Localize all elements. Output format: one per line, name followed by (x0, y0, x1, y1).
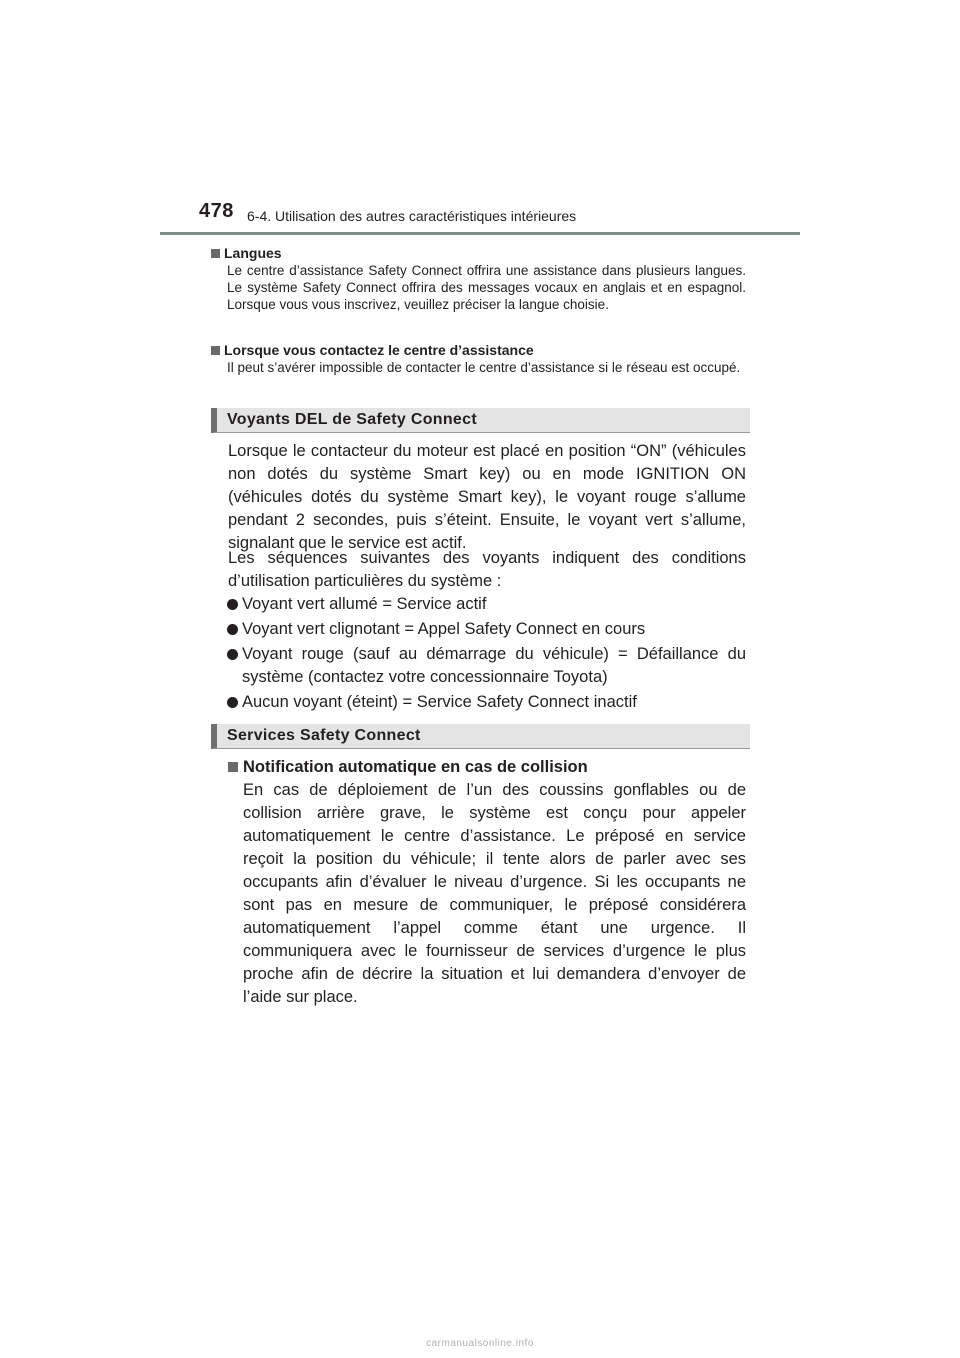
leds-paragraph-2: Les séquences suivantes des voyants indiquent des conditions d’utilisation particulières du système : (228, 549, 746, 590)
subsection-heading (228, 756, 588, 779)
list-item-text: Voyant rouge (sauf au démarrage du véhicule) = Défaillance du système (contactez votre concessionnaire Toyota) (242, 645, 746, 686)
list-item-text: Voyant vert allumé = Service actif (242, 595, 487, 613)
watermark: carmanualsonline.info (426, 1338, 534, 1349)
section-heading-leds (211, 408, 750, 433)
list-item-text: Voyant vert clignotant = Appel Safety Connect en cours (242, 620, 646, 638)
page-number: 478 (199, 200, 234, 222)
running-header: 6-4. Utilisation des autres caractéristiques intérieures (247, 208, 577, 224)
bullet-dot-icon (227, 599, 238, 610)
list-item (228, 593, 746, 616)
bullet-dot-icon (227, 624, 238, 635)
section-title: Voyants DEL de Safety Connect (227, 411, 477, 428)
led-sequence-list (228, 593, 746, 716)
list-item (228, 691, 746, 714)
square-bullet-icon (211, 346, 220, 355)
bullet-dot-icon (227, 649, 238, 660)
subsection-title: Notification automatique en cas de collision (243, 758, 588, 776)
collision-notification-text: En cas de déploiement de l’un des coussins gonflables ou de collision arrière grave, le système est conçu pour appeler automatiquement le centre d’assistance. Le préposé en service reçoit la position du véhicule; il tente alors de parler avec ses occupants afin d’évaluer le niveau d’urgence. Si les occupants ne sont pas en mesure de communiquer, le préposé considérera automatiquement l’appel comme étant une urgence. Il communiquera avec le fournisseur de services d’urgence le plus proche afin de décrire la situation et lui demandera d’envoyer de l’aide sur place. (243, 781, 746, 1006)
note-body: Il peut s’avérer impossible de contacter le centre d’assistance si le réseau est occupé. (227, 360, 741, 375)
header-divider (160, 232, 800, 235)
note-body: Le centre d’assistance Safety Connect offrira une assistance dans plusieurs langues. Le système Safety Connect offrira des messages vocaux en anglais et en espagnol. Lorsque vous vous inscrivez, veuillez préciser la langue choisie. (227, 263, 746, 313)
note-languages (211, 244, 746, 314)
bullet-dot-icon (227, 697, 238, 708)
list-item (228, 618, 746, 641)
note-heading (211, 341, 746, 359)
note-contact (211, 341, 746, 376)
list-item-text: Aucun voyant (éteint) = Service Safety Connect inactif (242, 693, 637, 711)
section-title: Services Safety Connect (227, 727, 421, 744)
note-heading (211, 244, 746, 262)
leds-paragraph-1: Lorsque le contacteur du moteur est placé en position “ON” (véhicules non dotés du système Smart key) ou en mode IGNITION ON (véhicules dotés du système Smart key), le voyant rouge s’allume pendant 2 secondes, puis s’éteint. Ensuite, le voyant vert s’allume, signalant que le service est actif. (228, 442, 746, 552)
square-bullet-icon (211, 249, 220, 258)
note-title: Langues (224, 245, 282, 261)
square-bullet-icon (228, 762, 238, 772)
list-item (228, 643, 746, 689)
section-heading-services (211, 724, 750, 749)
note-title: Lorsque vous contactez le centre d’assistance (224, 342, 534, 358)
